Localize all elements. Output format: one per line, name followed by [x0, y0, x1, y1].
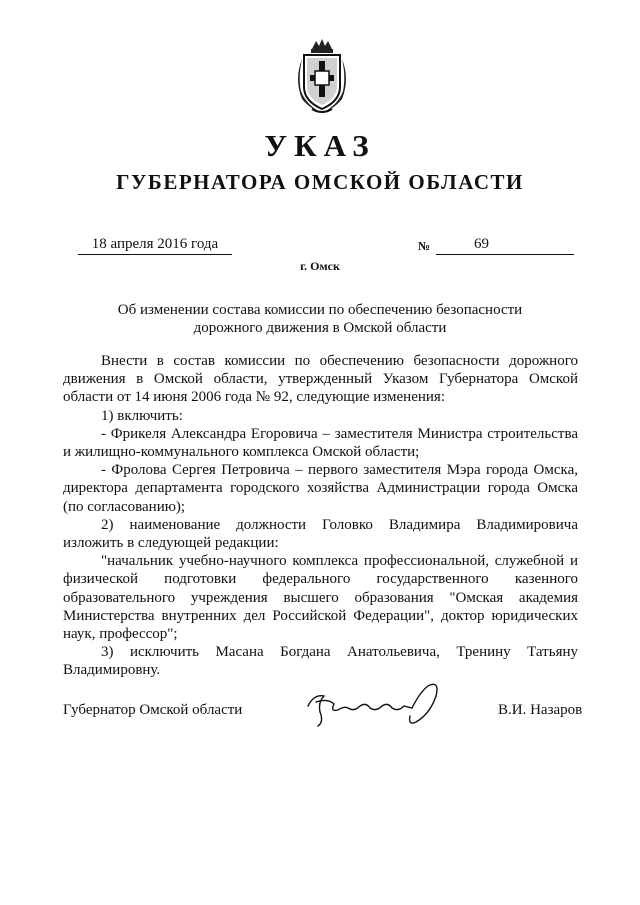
document-body	[63, 352, 578, 680]
subject-line-1: Об изменении состава комиссии по обеспечению безопасности	[117, 302, 523, 318]
handwritten-signature	[300, 672, 450, 732]
document-city: г. Омск	[300, 259, 340, 273]
signatory-position: Губернатор Омской области	[63, 702, 243, 718]
document-subject	[0, 301, 640, 337]
document-subtitle: ГУБЕРНАТОРА ОМСКОЙ ОБЛАСТИ	[116, 170, 524, 194]
subject-line-2: дорожного движения в Омской области	[193, 320, 447, 336]
body-item-1: 1) включить:	[101, 407, 183, 424]
body-item-3: 3) исключить Масана Богдана Анатольевича, Тренину Татьяну Владимировну.	[63, 644, 578, 679]
body-item-2a: "начальник учебно-научного комплекса профессиональной, служебной и физической подготовки федерального государственного казенного образовательного учреждения высшего образования "Омская академия Министерства внутренних дел Российской Федерации", доктор юридических наук, профессор";	[63, 553, 578, 643]
coat-of-arms-emblem	[288, 35, 356, 115]
document-date: 18 апреля 2016 года	[78, 234, 232, 255]
document-title: УКАЗ	[264, 128, 376, 163]
body-item-2: 2) наименование должности Головко Владимира Владимировича изложить в следующей редакции:	[63, 516, 578, 552]
body-item-1b: - Фролова Сергея Петровича – первого заместителя Мэра города Омска, директора департамента городского хозяйства Администрации города Омска (по согласованию);	[63, 462, 578, 515]
number-label: №	[418, 239, 431, 253]
document-number: 69	[436, 234, 574, 255]
body-item-1a: - Фрикеля Александра Егоровича – заместителя Министра строительства и жилищно-коммунального комплекса Омской области;	[63, 425, 578, 461]
body-intro: Внести в состав комиссии по обеспечению безопасности дорожного движения в Омской области, утвержденный Указом Губернатора Омской области от 14 июня 2006 года № 92, следующие изменения:	[63, 353, 578, 406]
signatory-name: В.И. Назаров	[498, 702, 583, 718]
